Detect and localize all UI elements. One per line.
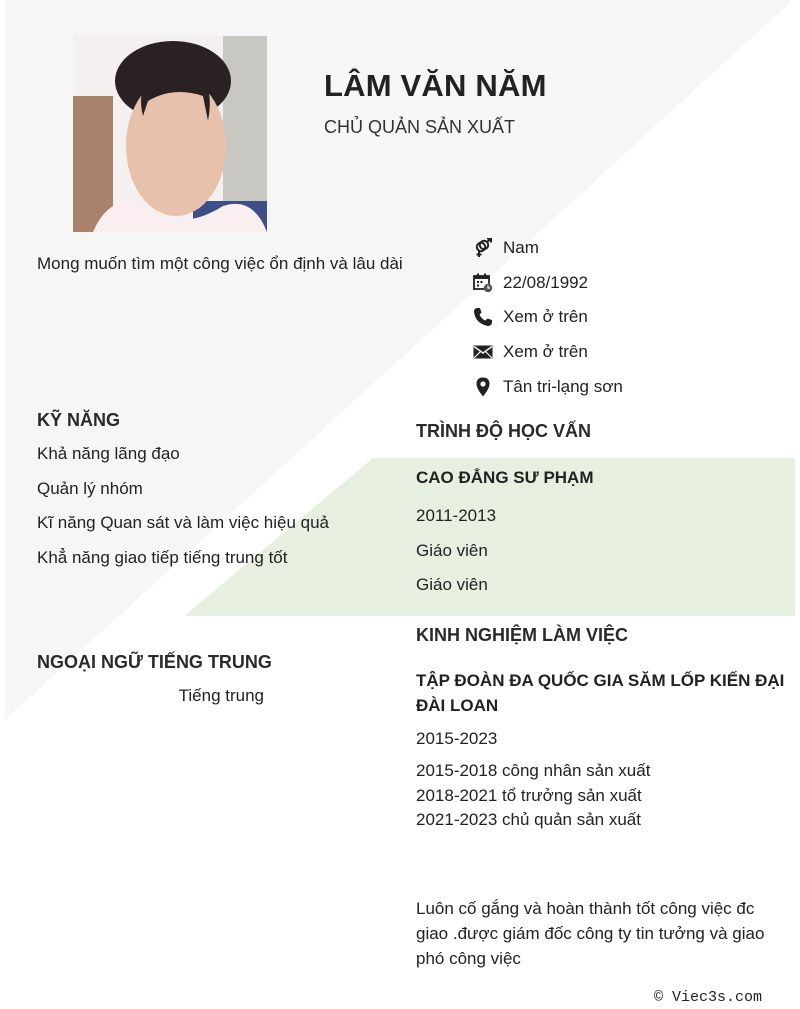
contact-info (472, 231, 623, 404)
education-major: Giáo viên (416, 540, 488, 560)
contact-address (472, 369, 623, 404)
education-section (416, 468, 594, 610)
education-title: TRÌNH ĐỘ HỌC VẤN (416, 421, 591, 441)
skill-item: Khẳ năng giao tiếp tiếng trung tốt (37, 547, 288, 567)
career-objective: Mong muốn tìm một công việc ổn định và lâu dài (37, 254, 403, 273)
skills-title: KỸ NĂNG (37, 410, 121, 430)
experience-company: TẬP ĐOÀN ĐA QUỐC GIA SĂM LỐP KIẾN ĐẠI ĐÀI LOAN (416, 671, 785, 715)
location-pin-icon (472, 376, 494, 398)
education-period: 2011-2013 (416, 506, 497, 525)
calendar-icon (472, 272, 494, 294)
language-item: Tiếng trung (178, 686, 264, 705)
candidate-name: LÂM VĂN NĂM (324, 68, 547, 103)
experience-roles (416, 759, 786, 833)
experience-section (416, 668, 786, 833)
contact-phone (472, 300, 623, 335)
contact-value: 22/08/1992 (503, 272, 589, 292)
contact-value: Nam (503, 238, 539, 258)
experience-role: 2015-2018 công nhân sản xuất (416, 761, 651, 780)
experience-period: 2015-2023 (416, 729, 498, 748)
job-title: CHỦ QUẢN SẢN XUẤT (324, 117, 516, 137)
contact-email (472, 335, 623, 370)
contact-value: Tân tri-lạng sơn (503, 376, 623, 396)
phone-icon (472, 306, 494, 328)
contact-value: Xem ở trên (503, 307, 588, 327)
experience-title: KINH NGHIỆM LÀM VIỆC (416, 625, 629, 645)
skill-item: Kĩ năng Quan sát và làm việc hiệu quả (37, 513, 330, 533)
languages-title: NGOẠI NGỮ TIẾNG TRUNG (37, 652, 272, 672)
skill-item: Quản lý nhóm (37, 478, 143, 498)
contact-value: Xem ở trên (503, 342, 588, 362)
skill-item: Khả năng lãng đạo (37, 444, 180, 463)
avatar-photo (73, 36, 267, 232)
email-icon (472, 341, 494, 363)
footer-copyright: © Viec3s.com (654, 989, 763, 1006)
skills-section (37, 410, 329, 582)
education-detail: Giáo viên (416, 575, 488, 595)
gender-icon (472, 237, 494, 259)
contact-birthday (472, 266, 623, 301)
experience-summary: Luôn cố gắng và hoàn thành tốt công việc đc giao .được giám đốc công ty tin tưởng và giao phó công việc (416, 899, 765, 968)
education-school: CAO ĐẲNG SƯ PHẠM (416, 468, 594, 487)
experience-role: 2021-2023 chủ quản sản xuất (416, 810, 641, 830)
experience-role: 2018-2021 tổ trưởng sản xuất (416, 785, 642, 805)
contact-gender (472, 231, 623, 266)
